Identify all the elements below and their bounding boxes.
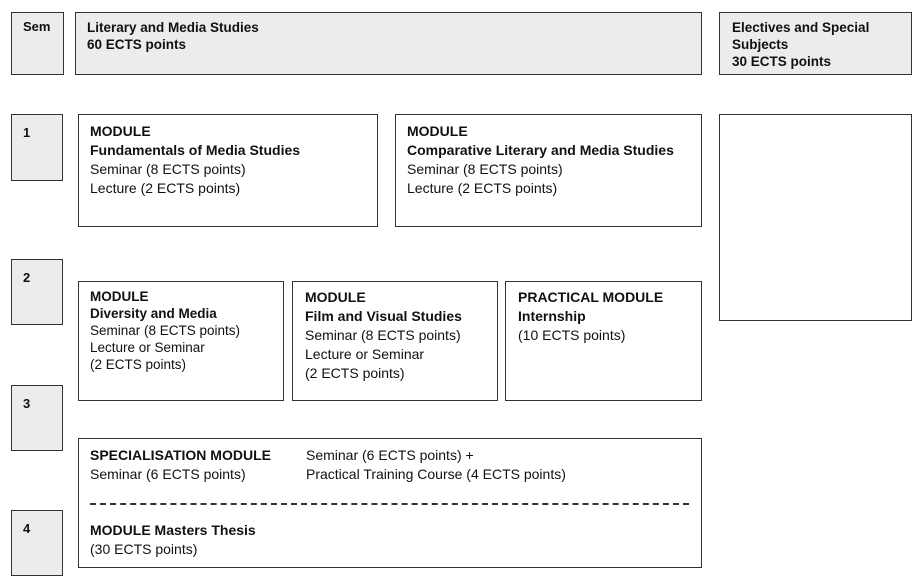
- semester-box-4: [11, 510, 63, 576]
- module-line: Seminar (8 ECTS points): [90, 161, 246, 177]
- semester-number: 1: [23, 125, 31, 140]
- module-line: Lecture or Seminar: [90, 340, 205, 355]
- practical-module-internship: [505, 281, 702, 401]
- electives-points: 30 ECTS points: [732, 54, 832, 69]
- sem-header-label: Sem: [23, 19, 51, 34]
- module-line: (10 ECTS points): [518, 327, 626, 343]
- semester-box-3: [11, 385, 63, 451]
- module-line: Seminar (6 ECTS points) +: [306, 447, 474, 463]
- module-name: MODULE Masters Thesis: [90, 522, 256, 538]
- dashed-divider: [90, 503, 689, 505]
- electives-title-line2: Subjects: [732, 37, 789, 52]
- specialisation-module: [90, 446, 271, 484]
- module-line: Seminar (8 ECTS points): [90, 323, 241, 338]
- module-name: Fundamentals of Media Studies: [90, 142, 301, 158]
- module-line: Lecture or Seminar: [305, 346, 425, 362]
- semester-box-2: [11, 259, 63, 325]
- semester-number: 2: [23, 270, 31, 285]
- module-masters-thesis: [90, 521, 256, 559]
- literary-media-title: Literary and Media Studies: [87, 20, 259, 35]
- module-film-visual-studies: [292, 281, 498, 401]
- module-kind: PRACTICAL MODULE: [518, 289, 664, 305]
- module-line: Seminar (8 ECTS points): [305, 327, 461, 343]
- specialisation-thesis-box: [78, 438, 702, 568]
- specialisation-alternative: [306, 446, 566, 484]
- semester-column-header: [11, 12, 64, 75]
- electives-box: [719, 114, 912, 321]
- module-line: Lecture (2 ECTS points): [90, 180, 241, 196]
- module-name: Comparative Literary and Media Studies: [407, 142, 674, 158]
- module-line: Seminar (8 ECTS points): [407, 161, 563, 177]
- module-diversity-media: [78, 281, 284, 401]
- module-line: Seminar (6 ECTS points): [90, 466, 246, 482]
- module-line: (2 ECTS points): [90, 357, 187, 372]
- module-line: Practical Training Course (4 ECTS points): [306, 466, 566, 482]
- module-kind: MODULE: [407, 123, 468, 139]
- literary-media-points: 60 ECTS points: [87, 37, 187, 52]
- semester-number: 4: [23, 521, 31, 536]
- module-fundamentals-media-studies: [78, 114, 378, 227]
- module-line: Lecture (2 ECTS points): [407, 180, 558, 196]
- module-kind: MODULE: [305, 289, 366, 305]
- semester-box-1: [11, 114, 63, 181]
- module-kind: MODULE: [90, 289, 149, 304]
- module-name: Film and Visual Studies: [305, 308, 462, 324]
- semester-number: 3: [23, 396, 31, 411]
- module-kind: MODULE: [90, 123, 151, 139]
- literary-media-header: [75, 12, 702, 75]
- electives-header: [719, 12, 912, 75]
- module-line: (30 ECTS points): [90, 541, 198, 557]
- module-comparative-literary-media: [395, 114, 702, 227]
- module-name: Diversity and Media: [90, 306, 217, 321]
- module-kind: SPECIALISATION MODULE: [90, 447, 271, 463]
- module-line: (2 ECTS points): [305, 365, 405, 381]
- electives-title-line1: Electives and Special: [732, 20, 870, 35]
- module-name: Internship: [518, 308, 586, 324]
